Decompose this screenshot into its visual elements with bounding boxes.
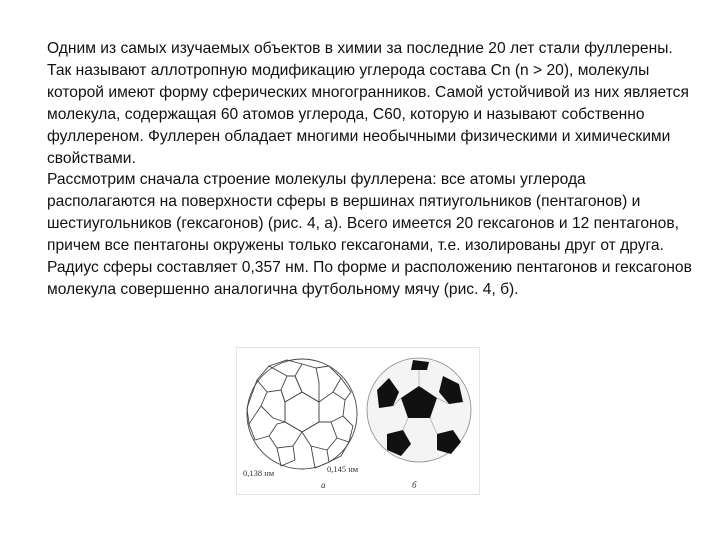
figure-svg [237,348,479,494]
figure-fullerene-and-ball [236,347,480,495]
fullerene-molecule-drawing [247,359,357,469]
figure-label-b: б [412,480,417,490]
bond-length-label-1: 0,138 нм [243,468,275,478]
bond-length-label-2: 0,145 нм [327,464,359,474]
paragraph-2: Рассмотрим сначала строение молекулы фуллерена: все атомы углерода располагаются на поверхности сферы в вершинах пятиугольников (пентагонов) и шестиугольников (гексагонов) (рис. 4, а). Всего имеется 20 гексагонов и 12 пентагонов, причем все пентагоны окружены только гексагонами, т.е. изолированы друг от друга. Радиус сферы составляет 0,357 нм. По форме и расположению пентагонов и гексагонов молекула совершенно аналогична футбольному мячу (рис. 4, б). [47,171,692,298]
figure-label-a: а [321,480,326,490]
soccer-ball-drawing [367,358,471,462]
body-text [47,38,695,301]
paragraph-1: Одним из самых изучаемых объектов в химии за последние 20 лет стали фуллерены. Так называют аллотропную модификацию углерода состава Cn (n > 20), молекулы которой имеют форму сферических многогранников. Самой устойчивой из них является молекула, содержащая 60 атомов углерода, C60, которую и называют собственно фуллереном. Фуллерен обладает многими необычными физическими и химическими свойствами. [47,40,689,167]
